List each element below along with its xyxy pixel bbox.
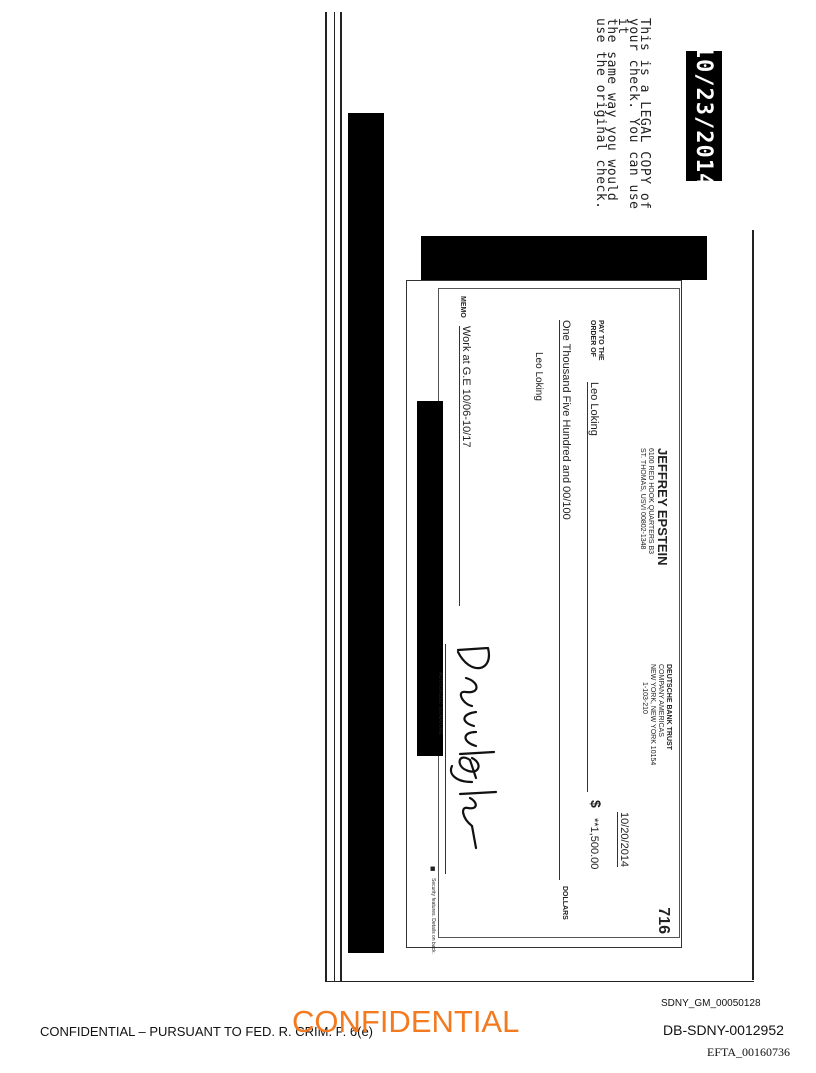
payer-address-2: ST. THOMAS, USVI 00802-1348	[639, 448, 646, 550]
payer-address-1: 6100 RED HOOK QUARTERS B3	[647, 448, 654, 555]
check-amount: **1,500.00	[588, 818, 600, 870]
redaction-left	[348, 113, 384, 953]
scan-border-left-3	[340, 12, 342, 982]
footer-bates-3: EFTA_00160736	[707, 1045, 791, 1059]
scan-border-left-1	[325, 12, 327, 982]
memo-label: MEMO	[459, 296, 466, 318]
date-stamp: 10/23/2014	[686, 51, 722, 181]
legal-line-3: the same way you would	[604, 18, 619, 202]
payee: Leo Loking	[587, 382, 600, 792]
footer-confidential-stamp: CONFIDENTIAL	[292, 1004, 520, 1039]
bank-name-1: DEUTSCHE BANK TRUST	[665, 664, 672, 750]
check-number: 716	[655, 907, 672, 934]
bank-city: NEW YORK, NEW YORK 10154	[649, 664, 656, 766]
legal-copy-notice	[593, 18, 652, 218]
footer-bates-2: DB-SDNY-0012952	[663, 1022, 784, 1038]
legal-line-4: use the original check.	[593, 18, 608, 210]
check-date: 10/20/2014	[618, 812, 630, 868]
footer-confidential-notice: CONFIDENTIAL – PURSUANT TO FED. R. CRIM. P. 6(e)	[40, 1024, 374, 1039]
scan-border-bottom	[326, 981, 754, 982]
currency-symbol: $	[588, 800, 604, 808]
security-note: Security features. Details on back.	[430, 878, 436, 954]
legal-line-1: This is a LEGAL COPY of	[637, 18, 652, 210]
legal-line-2: your check. You can use it	[615, 18, 641, 210]
payer-name: JEFFREY EPSTEIN	[655, 448, 670, 566]
signature-label: AUTHORIZED SIGNATURE	[437, 672, 443, 735]
routing-fraction: 1-103-210	[641, 682, 648, 714]
memo-text: Work at G.E 10/06-10/17	[459, 326, 472, 606]
dollars-label: DOLLARS	[561, 886, 568, 920]
scan-border-right	[752, 230, 754, 980]
check	[408, 272, 684, 952]
security-icon: ■	[428, 866, 438, 872]
amount-words: One Thousand Five Hundred and 00/100	[559, 320, 572, 880]
bank-name-2: COMPANY AMERICAS	[657, 664, 664, 737]
scan-border-left-2	[334, 12, 335, 982]
payee-address: Leo Loking	[533, 352, 544, 401]
footer-bates-1: SDNY_GM_00050128	[661, 998, 761, 1009]
signature-image	[446, 642, 506, 872]
pay-to-label-2: ORDER OF	[589, 320, 596, 357]
pay-to-label-1: PAY TO THE	[597, 320, 604, 361]
